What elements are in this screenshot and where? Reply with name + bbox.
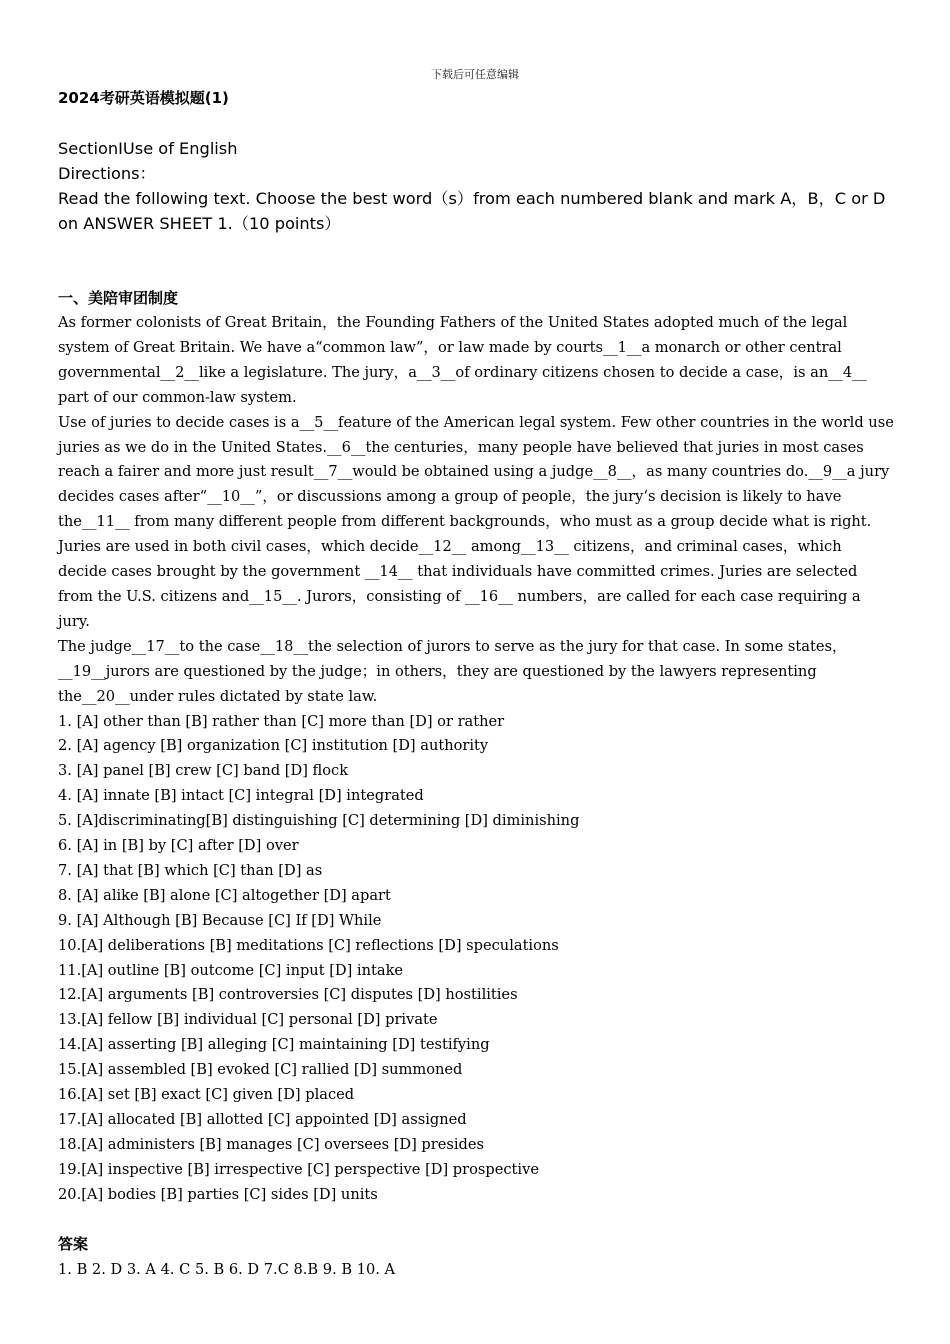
option-item: 4. [A] innate [B] intact [C] integral [D] integrated xyxy=(58,787,424,805)
passage-paragraph: Use of juries to decide cases is a__5__feature of the American legal system. Few other countries in the world use juries as we do in the United States.__6__the centuries，many people have believed that juries in most cases reach a fairer and more just result__7__would be obtained using a judge__8__，as many countries do.__9__a jury decides cases after“__10__”，or discussions among a group of people，the jury‘s decision is likely to have the__11__ from many different people from different backgrounds，who must as a group decide what is right. xyxy=(58,413,894,531)
section-intro xyxy=(58,136,898,236)
option-item: 18.[A] administers [B] manages [C] oversees [D] presides xyxy=(58,1135,485,1153)
option-item: 14.[A] asserting [B] alleging [C] maintaining [D] testifying xyxy=(58,1036,490,1054)
passage-paragraph: As former colonists of Great Britain，the Founding Fathers of the United States adopted much of the legal system of Great Britain. We have a“common law”，or law made by courts__1__a monarch or other central governmental__2__like a legislature. The jury，a__3__of ordinary citizens chosen to decide a case，is an__4__ part of our common-law system. xyxy=(58,314,867,406)
option-item: 20.[A] bodies [B] parties [C] sides [D] units xyxy=(58,1185,378,1203)
directions-text: Read the following text. Choose the best word（s）from each numbered blank and mark A，B，C or D on ANSWER SHEET 1.（10 points） xyxy=(58,189,886,233)
option-item: 12.[A] arguments [B] controversies [C] disputes [D] hostilities xyxy=(58,986,518,1004)
passage-paragraph: Juries are used in both civil cases，which decide__12__ among__13__ citizens，and criminal cases，which decide cases brought by the government __14__ that individuals have committed crimes. Juries are selected from the U.S. citizens and__15__. Jurors，consisting of __16__ numbers，are called for each case requiring a jury. xyxy=(58,538,861,630)
option-item: 5. [A]discriminating[B] distinguishing [C] determining [D] diminishing xyxy=(58,812,580,830)
header-note: 下载后可任意编辑 xyxy=(431,68,519,81)
option-item: 8. [A] alike [B] alone [C] altogether [D] apart xyxy=(58,886,391,904)
option-item: 19.[A] inspective [B] irrespective [C] perspective [D] prospective xyxy=(58,1160,539,1178)
section-title: SectionIUse of English xyxy=(58,139,238,158)
answers-heading: 答案 xyxy=(58,1235,89,1253)
option-item: 6. [A] in [B] by [C] after [D] over xyxy=(58,837,299,855)
option-item: 2. [A] agency [B] organization [C] institution [D] authority xyxy=(58,737,489,755)
option-item: 10.[A] deliberations [B] meditations [C] reflections [D] speculations xyxy=(58,936,559,954)
part-heading: 一、美陪审团制度 xyxy=(58,289,179,307)
option-item: 16.[A] set [B] exact [C] given [D] placed xyxy=(58,1086,355,1104)
answers-line: 1. B 2. D 3. A 4. C 5. B 6. D 7.C 8.B 9. B 10. A xyxy=(58,1261,396,1278)
option-item: 9. [A] Although [B] Because [C] If [D] While xyxy=(58,911,382,929)
passage-paragraph: The judge__17__to the case__18__the selection of jurors to serve as the jury for that case. In some states，__19__jurors are questioned by the judge；in others，they are questioned by the lawyers representing the__20__under rules dictated by state law. xyxy=(58,637,847,705)
option-item: 11.[A] outline [B] outcome [C] input [D] intake xyxy=(58,961,404,979)
document-title: 2024考研英语模拟题(1) xyxy=(58,89,229,107)
option-item: 17.[A] allocated [B] allotted [C] appointed [D] assigned xyxy=(58,1111,467,1128)
directions-label: Directions： xyxy=(58,164,156,183)
option-item: 1. [A] other than [B] rather than [C] more than [D] or rather xyxy=(58,712,505,730)
option-item: 15.[A] assembled [B] evoked [C] rallied [D] summoned xyxy=(58,1061,463,1079)
option-item: 13.[A] fellow [B] individual [C] personal [D] private xyxy=(58,1011,438,1029)
reading-passage xyxy=(58,311,894,1208)
option-item: 7. [A] that [B] which [C] than [D] as xyxy=(58,861,323,879)
option-item: 3. [A] panel [B] crew [C] band [D] flock xyxy=(58,762,349,780)
answer-options-list xyxy=(58,710,894,1208)
